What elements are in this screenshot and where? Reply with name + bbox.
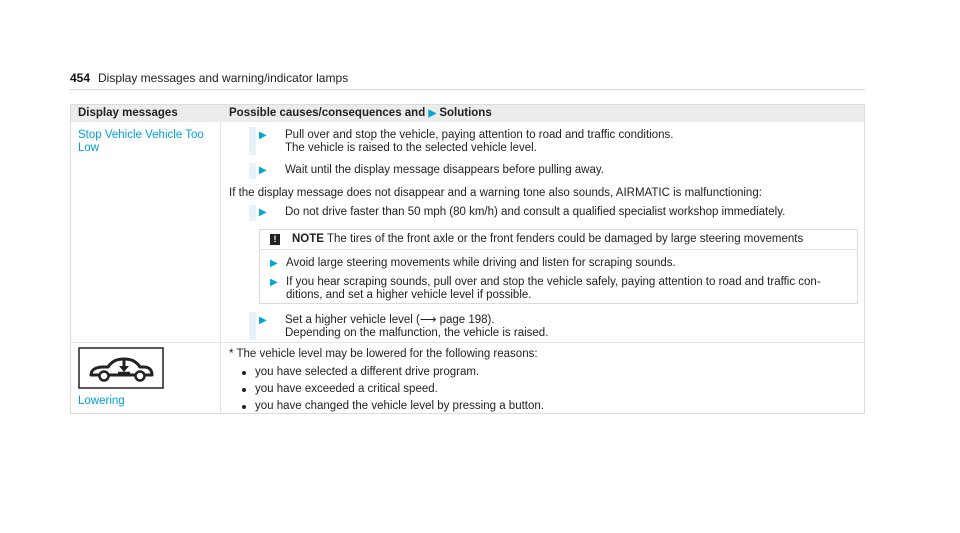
list-item-text: you have changed the vehicle level by pressing a button. <box>255 400 544 412</box>
bullet-icon <box>242 388 246 392</box>
column-divider <box>220 122 221 413</box>
note-divider <box>260 249 857 250</box>
page-header <box>70 71 865 90</box>
arrow-right-icon: ▶ <box>428 108 437 119</box>
step-text-fragment: Set a higher vehicle level ( <box>285 314 420 326</box>
step-text-line <box>285 314 548 327</box>
column-header-causes-solutions <box>229 107 492 119</box>
display-message-stop-vehicle <box>78 129 204 155</box>
row-divider <box>71 342 864 343</box>
step-text-line: Pull over and stop the vehicle, paying attention to road and traffic conditions. <box>285 129 674 141</box>
step-arrow-icon: ▶ <box>259 315 267 326</box>
page-title: Display messages and warning/indicator lamps <box>98 71 349 85</box>
message-line: Stop Vehicle Vehicle Too <box>78 129 204 141</box>
lowering-intro-text: * The vehicle level may be lowered for the following reasons: <box>229 348 538 360</box>
step-text-line: If you hear scraping sounds, pull over and stop the vehicle safely, paying attention to road and traffic con- <box>286 276 821 288</box>
step-bar <box>249 205 256 221</box>
step-text: Do not drive faster than 50 mph (80 km/h) and consult a qualified specialist workshop immediately. <box>285 206 786 218</box>
page-reference-arrow-icon: ⟶ <box>419 314 437 326</box>
step-text: Avoid large steering movements while driving and listen for scraping sounds. <box>286 257 676 269</box>
page-number: 454 <box>70 71 91 85</box>
column-header-solutions-label: Solutions <box>439 107 492 119</box>
step-text-line: ditions, and set a higher vehicle level if possible. <box>286 289 532 301</box>
step-text: Wait until the display message disappears before pulling away. <box>285 164 604 176</box>
step-bar <box>249 312 256 340</box>
column-header-causes-label: Possible causes/consequences and <box>229 107 426 119</box>
step-text <box>286 276 821 302</box>
step-bar <box>249 127 256 155</box>
list-item-text: you have selected a different drive program. <box>255 366 480 378</box>
display-messages-table <box>70 104 865 414</box>
message-line: Low <box>78 142 100 154</box>
step-arrow-icon: ▶ <box>270 258 278 269</box>
note-heading: NOTE <box>292 233 324 245</box>
display-message-lowering: Lowering <box>78 395 125 407</box>
malfunction-condition-text: If the display message does not disappear and a warning tone also sounds, AIRMATIC is malfunctioning: <box>229 187 762 199</box>
step-text-line: Depending on the malfunction, the vehicle is raised. <box>285 327 549 339</box>
step-arrow-icon: ▶ <box>259 207 267 218</box>
step-arrow-icon: ▶ <box>259 130 267 141</box>
page-reference[interactable]: page 198). <box>436 314 495 326</box>
step-text-line: The vehicle is raised to the selected vehicle level. <box>285 142 537 154</box>
table-header <box>71 105 864 122</box>
list-item-text: you have exceeded a critical speed. <box>255 383 438 395</box>
bullet-icon <box>242 371 246 375</box>
note-text: The tires of the front axle or the front fenders could be damaged by large steering movements <box>327 233 804 245</box>
note-box <box>259 229 858 304</box>
warning-icon: ! <box>270 234 280 245</box>
bullet-icon <box>242 405 246 409</box>
step-arrow-icon: ▶ <box>270 277 278 288</box>
vehicle-lowering-icon <box>78 347 164 389</box>
step-arrow-icon: ▶ <box>259 165 267 176</box>
column-header-display-messages: Display messages <box>78 107 178 119</box>
step-bar <box>249 163 256 179</box>
step-text <box>285 314 548 340</box>
step-text <box>285 129 673 155</box>
